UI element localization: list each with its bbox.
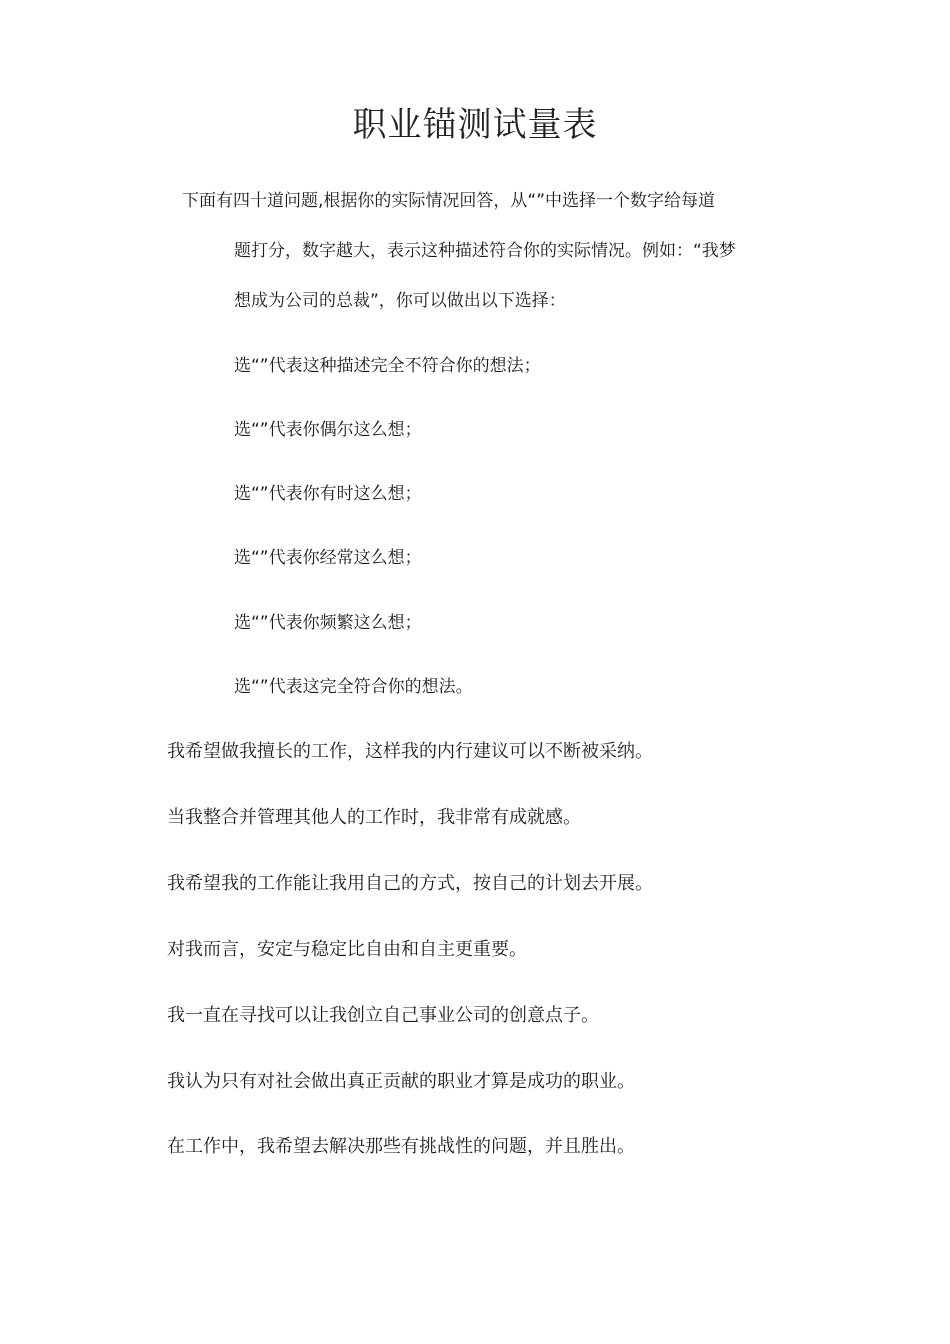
intro-line-2: 题打分，数字越大，表示这种描述符合你的实际情况。例如：“我梦: [234, 241, 736, 261]
intro-line-1: 下面有四十道问题,根据你的实际情况回答，从“”中选择一个数字给每道: [182, 191, 716, 211]
intro-line-3: 想成为公司的总裁”，你可以做出以下选择：: [234, 291, 566, 311]
question-6: 我认为只有对社会做出真正贡献的职业才算是成功的职业。: [167, 1071, 635, 1092]
scale-option-1: 选“”代表这种描述完全不符合你的想法；: [234, 356, 541, 376]
question-4: 对我而言，安定与稳定比自由和自主更重要。: [167, 939, 527, 960]
scale-option-2: 选“”代表你偶尔这么想；: [234, 420, 422, 440]
question-2: 当我整合并管理其他人的工作时，我非常有成就感。: [167, 807, 581, 828]
question-3: 我希望我的工作能让我用自己的方式，按自己的计划去开展。: [167, 873, 653, 894]
question-1: 我希望做我擅长的工作，这样我的内行建议可以不断被采纳。: [167, 741, 653, 762]
scale-option-3: 选“”代表你有时这么想；: [234, 484, 422, 504]
scale-option-4: 选“”代表你经常这么想；: [234, 548, 422, 568]
question-7: 在工作中，我希望去解决那些有挑战性的问题，并且胜出。: [167, 1136, 635, 1157]
page-title: 职业锚测试量表: [352, 105, 598, 145]
scale-option-6: 选“”代表这完全符合你的想法。: [234, 677, 473, 697]
scale-option-5: 选“”代表你频繁这么想；: [234, 613, 422, 633]
question-5: 我一直在寻找可以让我创立自己事业公司的创意点子。: [167, 1005, 599, 1026]
